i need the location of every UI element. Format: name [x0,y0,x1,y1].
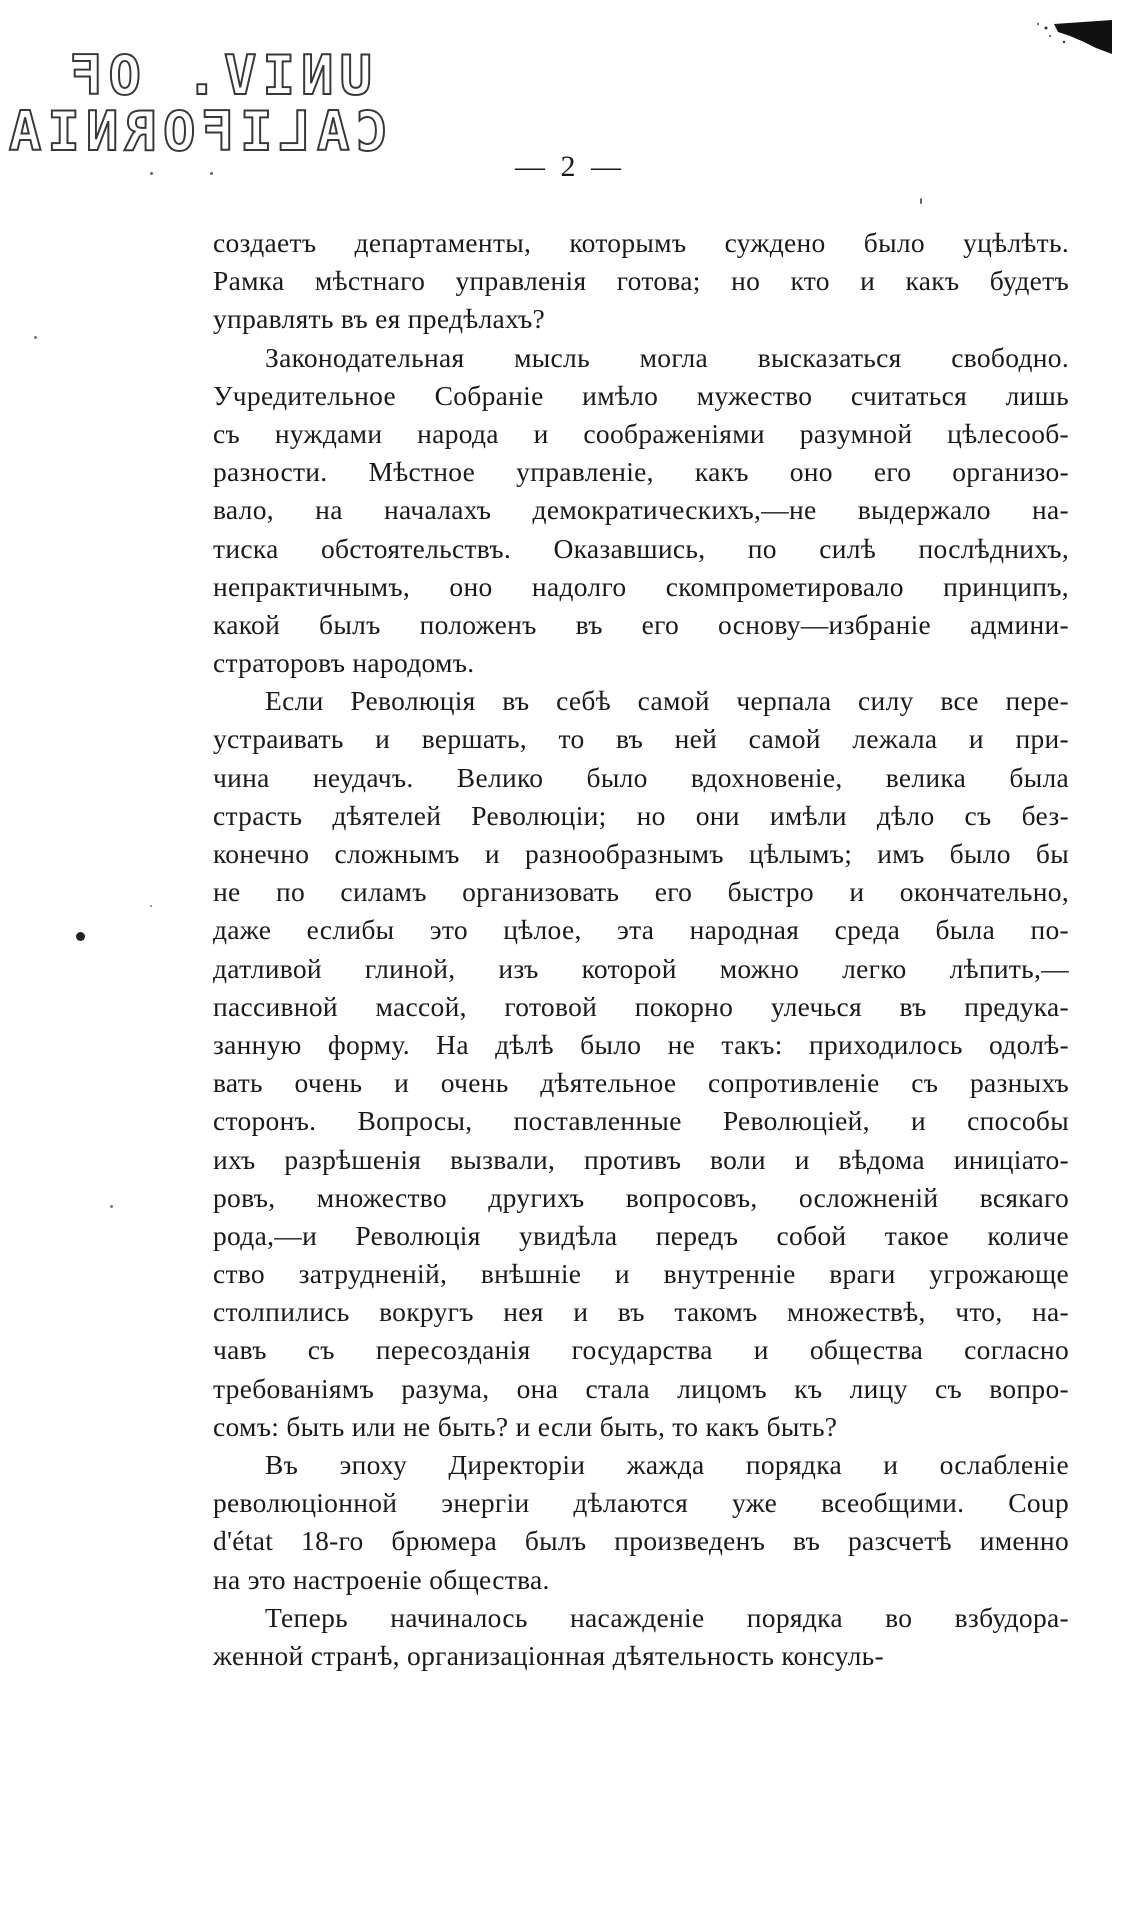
scan-speck [110,1205,113,1208]
text-line: ихъ разрѣшенія вызвали, противъ воли и вѣдома иниціато- [213,1143,1069,1175]
scan-speck [920,198,922,204]
text-line: вало, на началахъ демократическихъ,—не выдержало на- [213,494,1069,526]
text-line: непрактичнымъ, оно надолго скомпрометировало принципъ, [213,570,1069,602]
stamp-line-1: UNIV. OF [63,44,373,107]
text-line: требованіямъ разума, она стала лицомъ къ лицу съ вопро- [213,1372,1069,1404]
text-line: тиска обстоятельствъ. Оказавшись, по силѣ послѣднихъ, [213,532,1069,564]
text-line: управлять въ ея предѣлахъ? [213,303,546,335]
text-line: Законодательная мысль могла высказаться свободно. [265,341,1069,373]
scan-speck [150,905,152,907]
text-line: сторонъ. Вопросы, поставленные Революціей, и способы [213,1105,1069,1137]
text-line: рода,—и Революція увидѣла передъ собой такое количе [213,1219,1069,1251]
text-line: Теперь начиналось насажденіе порядка во взбудора- [265,1601,1069,1633]
text-line: пассивной массой, готовой покорно улечься въ предука- [213,990,1069,1022]
text-line: Въ эпоху Директоріи жажда порядка и ослабленіе [265,1449,1069,1480]
text-line: съ нуждами народа и соображеніями разумной цѣлесооб- [213,417,1069,449]
scan-speck [76,932,85,941]
page-number: — 2 — [515,150,625,183]
text-line: столпились вокругъ нея и въ такомъ множествѣ, что, на- [213,1296,1069,1328]
text-line: устраивать и вершать, то въ ней самой лежала и при- [213,723,1069,755]
corner-smudge-mark [1024,18,1114,58]
text-line: Рамка мѣстнаго управленія готова; но кто и какъ будетъ [213,265,1069,297]
text-line: Если Революція въ себѣ самой черпала силу все пере- [265,685,1069,717]
text-line: страторовъ народомъ. [213,647,475,679]
text-line: какой былъ положенъ въ его основу—избраніе админи- [213,608,1069,640]
text-line: сомъ: быть или не быть? и если быть, то какъ быть? [213,1410,838,1442]
scan-speck [210,172,213,175]
text-line: конечно сложнымъ и разнообразнымъ цѣлымъ; имъ было бы [213,838,1069,869]
text-line: вать очень и очень дѣятельное сопротивленіе съ разныхъ [213,1067,1069,1099]
text-line: страсть дѣятелей Революціи; но они имѣли дѣло съ без- [213,799,1069,831]
scan-speck [34,336,37,339]
text-line: Учредительное Собраніе имѣло мужество считаться лишь [213,379,1069,411]
text-line: революціонной энергіи дѣлаются уже всеобщими. Coup [213,1487,1069,1519]
text-line: даже еслибы это цѣлое, эта народная среда была по- [213,914,1069,946]
text-line: ство затрудненій, внѣшніе и внутренніе враги угрожающе [213,1258,1069,1290]
text-line: не по силамъ организовать его быстро и окончательно, [213,876,1069,908]
text-line: создаетъ департаменты, которымъ суждено было уцѣлѣть. [213,227,1069,258]
text-line: датливой глиной, изъ которой можно легко лѣпить,— [213,952,1069,984]
text-line: на это настроеніе общества. [213,1563,550,1595]
body-text [213,224,1069,1675]
text-line: женной странѣ, организаціонная дѣятельность консуль- [213,1639,884,1671]
text-line: разности. Мѣстное управленіе, какъ оно его организо- [213,456,1069,488]
text-line: занную форму. На дѣлѣ было не такъ: приходилось одолѣ- [213,1028,1069,1060]
text-line: чавъ съ пересозданія государства и общества согласно [213,1334,1069,1366]
text-line: чина неудачъ. Велико было вдохновеніе, велика была [213,761,1069,793]
text-line: d'état 18-го брюмера былъ произведенъ въ разсчетѣ именно [213,1525,1069,1557]
stamp-line-2: CALIFORNIA [2,100,388,163]
text-line: ровъ, множество другихъ вопросовъ, осложненій всякаго [213,1181,1069,1213]
scan-speck [150,172,153,175]
library-stamp [2,44,388,163]
